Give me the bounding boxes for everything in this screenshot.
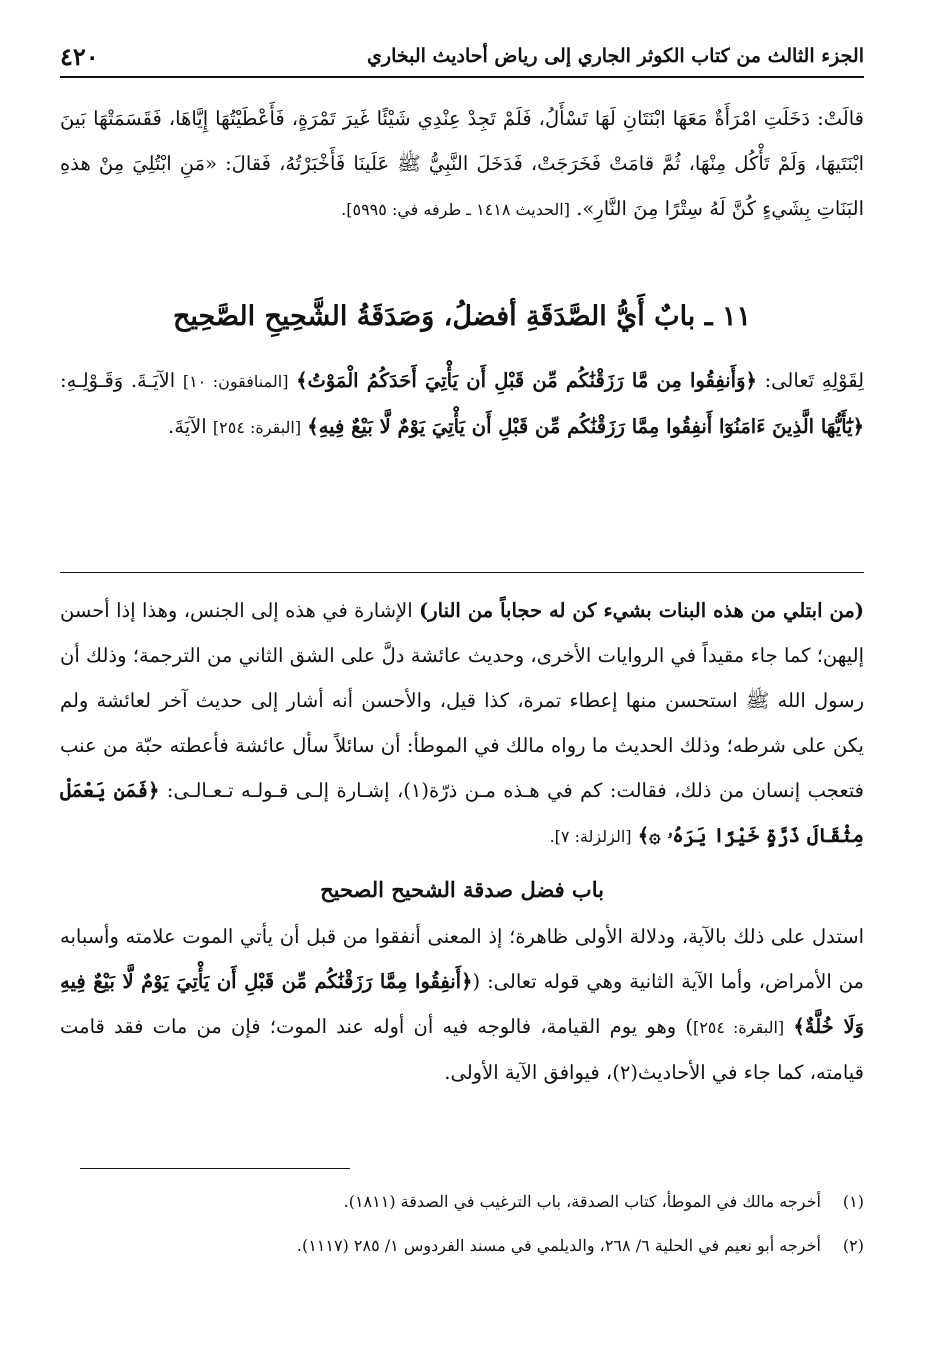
verse-zalzala-ref: [الزلزلة: ٧]. <box>549 827 632 846</box>
verse-zalzala: ﴿فَمَن يَعْمَلْ مِثْقَالَ ذَرَّةٍ خَيْرًا يَرَهُۥ ۞﴾ <box>60 779 864 847</box>
hadith-text <box>60 96 864 232</box>
footnote-2 <box>60 1232 864 1260</box>
subsection-block <box>60 914 864 1095</box>
hadith-reference: [الحديث ١٤١٨ ـ طرفه في: ٥٩٩٥]. <box>341 200 570 219</box>
subsection-verse: ﴿أَنفِقُوا مِمَّا رَزَقْنَٰكُم مِّن قَبْلِ أَن يَأْتِيَ يَوْمٌ لَّا بَيْعٌ فِيهِ وَلَا خُلَّةٌ﴾ <box>60 970 865 1038</box>
chapter-intro-1: لِقَوْلِهِ تَعالى: <box>764 369 865 392</box>
page-number: ٤٢٠ <box>60 41 99 71</box>
verse-munafiqun: ﴿وَأَنفِقُوا مِن مَّا رَزَقْنَٰكُم مِّن قَبْلِ أَن يَأْتِيَ أَحَدَكُمُ الْمَوْتُ﴾ <box>296 369 757 392</box>
commentary-lead: (من ابتلي من هذه البنات بشيء كن له حجاباً من النار) <box>419 599 864 622</box>
chapter-intro <box>60 358 864 450</box>
footnote-number: (١) <box>842 1192 864 1211</box>
verse-munafiqun-ref: [المنافقون: ١٠] <box>182 372 289 391</box>
footnote-number: (٢) <box>842 1236 864 1255</box>
footnote-rule <box>80 1168 350 1169</box>
page-header <box>60 36 864 78</box>
running-title: الجزء الثالث من كتاب الكوثر الجاري إلى رياض أحاديث البخاري <box>367 45 864 67</box>
chapter-title: ١١ ـ بابٌ أَيُّ الصَّدَقَةِ أفضلُ، وَصَدَقَةُ الشَّحِيحِ الصَّحِيح <box>172 301 752 332</box>
verse-baqara-ref: [البقرة: ٢٥٤] <box>212 418 302 437</box>
subsection-text-1: استدل على ذلك بالآية، ودلالة الأولى ظاهرة؛ إذ المعنى أنفقوا من قبل أن يأتي الموت علامته وأسبابه من الأمراض، وأما الآية الثانية وهي قوله تعالى: ( <box>60 925 864 993</box>
subsection-text <box>60 914 864 1095</box>
commentary-body: الإشارة في هذه إلى الجنس، وهذا إذا أحسن إليهن؛ كما جاء مقيداً في الروايات الأخرى، وحديث عائشة دلَّ على الشق الثاني من الترجمة؛ وذلك أن رسول الله ﷺ استحسن منها إعطاء تمرة، كذا قيل، والأحسن أنه أشار إلى حديث آخر لعائشة ولم يكن على شرطه؛ وذلك الحديث ما رواه مالك في الموطأ: أن سائلاً سأل عائشة فأعطته حبّة من عنب فتعجب إنسان من ذلك، فقالت: كم في هـذه مـن ذرّة(١)، إشـارة إلـى قـولـه تـعـالـى: <box>60 599 864 802</box>
subsection-title: باب فضل صدقة الشحيح الصحيح <box>320 877 604 902</box>
footnote-text: أخرجه أبو نعيم في الحلية ٦/ ٢٦٨، والديلمي في مسند الفردوس ١/ ٢٨٥ (١١١٧). <box>296 1236 821 1255</box>
hadith-body: قالَتْ: دَخَلَتِ امْرَأَةٌ مَعَهَا ابْنَتَانِ لَهَا تَسْأَلُ، فَلَمْ تَجِدْ عِنْدِي شَيْئًا غَيرَ تَمْرَةٍ، فَأَعْطَيْتُهَا إِيَّاهَا، فَقَسَمَتْهَا بَينَ ابْنَتَيهَا، وَلَمْ تَأْكُل مِنْهَا، ثُمَّ قامَتْ فَخَرَجَتْ، فَدَخَلَ النَّبِيُّ ﷺ عَلَينَا فَأَخْبَرْتُهُ، فَقالَ: «مَنِ ابْتُلِيَ مِنْ هذهِ البَنَاتِ بِشَيءٍ كُنَّ لَهُ سِتْرًا مِنَ النَّارِ». <box>60 107 864 220</box>
chapter-verses <box>60 358 864 450</box>
footnote-1 <box>60 1188 864 1216</box>
subsection-verse-ref: [البقرة: ٢٥٤] <box>692 1018 785 1037</box>
chapter-tail: الآيَةَ. <box>168 415 207 438</box>
commentary-block <box>60 588 864 859</box>
commentary-text <box>60 588 864 859</box>
text-divider <box>60 572 864 573</box>
chapter-intro-2: الآيَـةَ. وَقَـوْلِـهِ: <box>60 369 176 392</box>
hadith-block <box>60 96 864 232</box>
subsection-text-2: ) وهو يوم القيامة، فالوجه فيه أن أوله عند الموت؛ فإن من مات فقد قامت قيامته، كما جاء في الأحاديث(٢)، فيوافق الآية الأولى. <box>60 1015 864 1084</box>
verse-baqara: ﴿يَٰٓأَيُّهَا الَّذِينَ ءَامَنُوٓا أَنفِقُوا مِمَّا رَزَقْنَٰكُم مِّن قَبْلِ أَن يَأْتِيَ يَوْمٌ لَّا بَيْعٌ فِيهِ﴾ <box>307 415 864 438</box>
footnote-text: أخرجه مالك في الموطأ، كتاب الصدقة، باب الترغيب في الصدقة (١٨١١). <box>343 1192 821 1211</box>
